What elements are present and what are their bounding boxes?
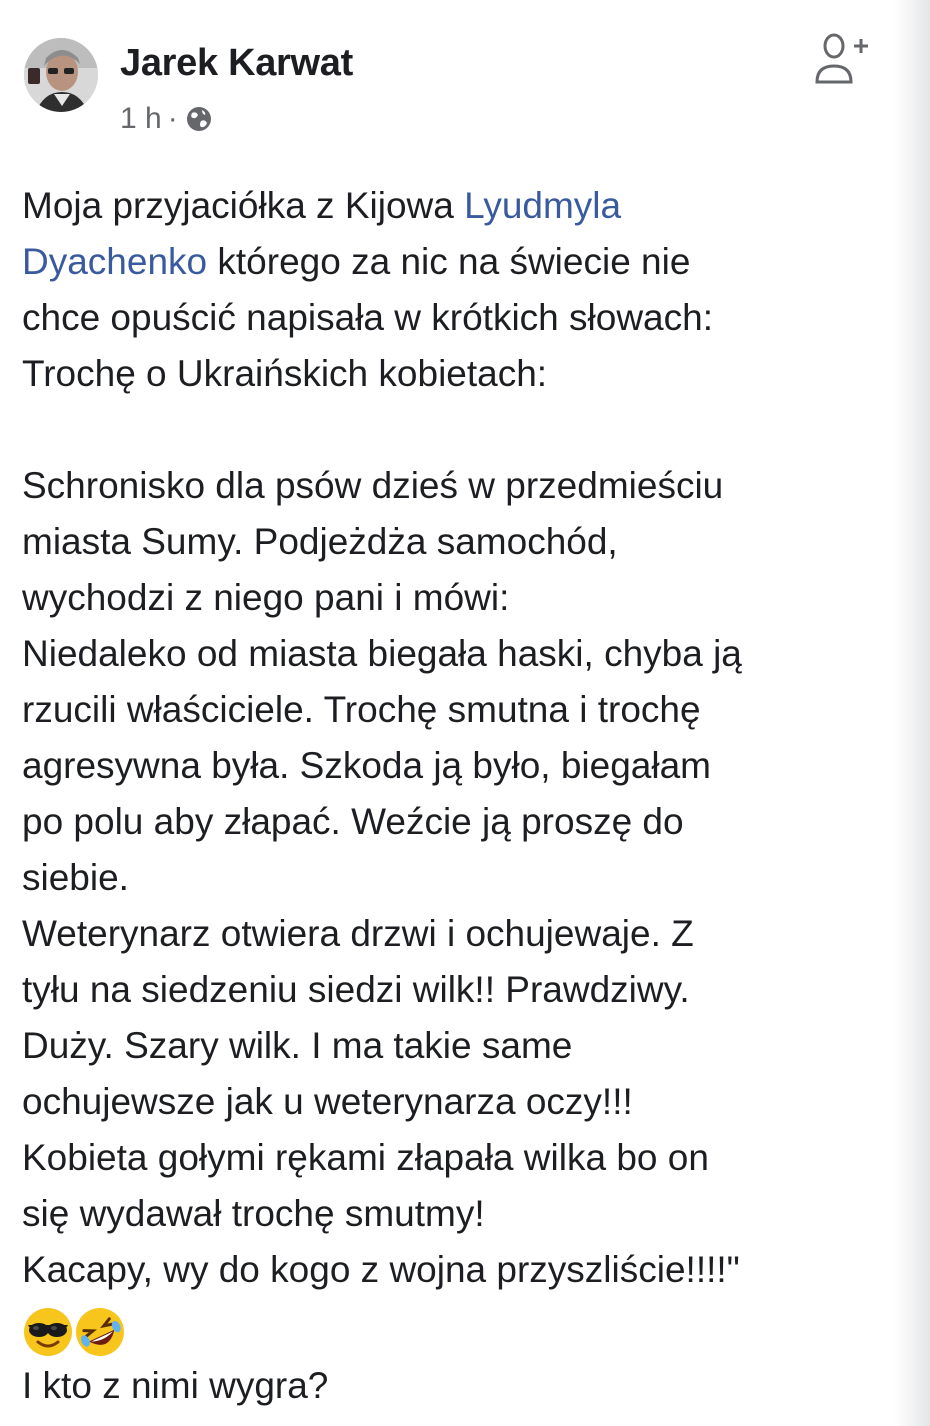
- post-line: po polu aby złapać. Weźcie ją proszę do: [22, 801, 684, 842]
- post-line: tyłu na siedzeniu siedzi wilk!! Prawdziwy.: [22, 969, 690, 1010]
- post-line: Trochę o Ukraińskich kobietach:: [22, 353, 548, 394]
- post-time[interactable]: 1 h: [120, 102, 162, 135]
- post-line: [22, 234, 882, 290]
- post-line: [22, 178, 882, 234]
- avatar[interactable]: [24, 38, 98, 112]
- post-line: ochujewsze jak u weterynarza oczy!!!: [22, 1081, 633, 1122]
- post-line: Weterynarz otwiera drzwi i ochujewaje. Z: [22, 913, 694, 954]
- post-line: Duży. Szary wilk. I ma takie same: [22, 1025, 573, 1066]
- post-line: siebie.: [22, 857, 129, 898]
- post-meta: [120, 102, 214, 136]
- screen-edge-shadow: [894, 0, 930, 1426]
- rolling-laughing-emoji: [74, 1306, 126, 1358]
- post-line: Kacapy, wy do kogo z wojna przyszliście!!!!": [22, 1249, 740, 1290]
- post-line: Niedaleko od miasta biegała haski, chyba ją: [22, 633, 742, 674]
- post-line: I kto z nimi wygra?: [22, 1365, 329, 1406]
- emoji-row: [22, 1300, 882, 1364]
- post-line: agresywna była. Szkoda ją było, biegałam: [22, 745, 711, 786]
- globe-icon: [184, 104, 214, 134]
- post-header: [20, 30, 900, 140]
- post-line: Schronisko dla psów dzieś w przedmieściu: [22, 465, 724, 506]
- author-name[interactable]: Jarek Karwat: [120, 42, 353, 84]
- paragraph-gap: [22, 402, 882, 458]
- post-text: którego za nic na świecie nie: [207, 241, 691, 282]
- meta-separator: ·: [167, 102, 178, 135]
- sunglasses-emoji: [22, 1306, 74, 1358]
- post-line: wychodzi z niego pani i mówi:: [22, 577, 510, 618]
- post-body: [22, 178, 882, 1414]
- post-line: Kobieta gołymi rękami złapała wilka bo on: [22, 1137, 709, 1178]
- mention-link[interactable]: Lyudmyla: [464, 185, 622, 226]
- add-friend-icon[interactable]: [812, 32, 872, 88]
- mention-link[interactable]: Dyachenko: [22, 241, 208, 282]
- post-text: Moja przyjaciółka z Kijowa: [22, 185, 465, 226]
- post-line: się wydawał trochę smutmy!: [22, 1193, 485, 1234]
- post-line: rzucili właściciele. Trochę smutna i trochę: [22, 689, 701, 730]
- post-line: miasta Sumy. Podjeżdża samochód,: [22, 521, 618, 562]
- post-line: chce opuścić napisała w krótkich słowach:: [22, 297, 713, 338]
